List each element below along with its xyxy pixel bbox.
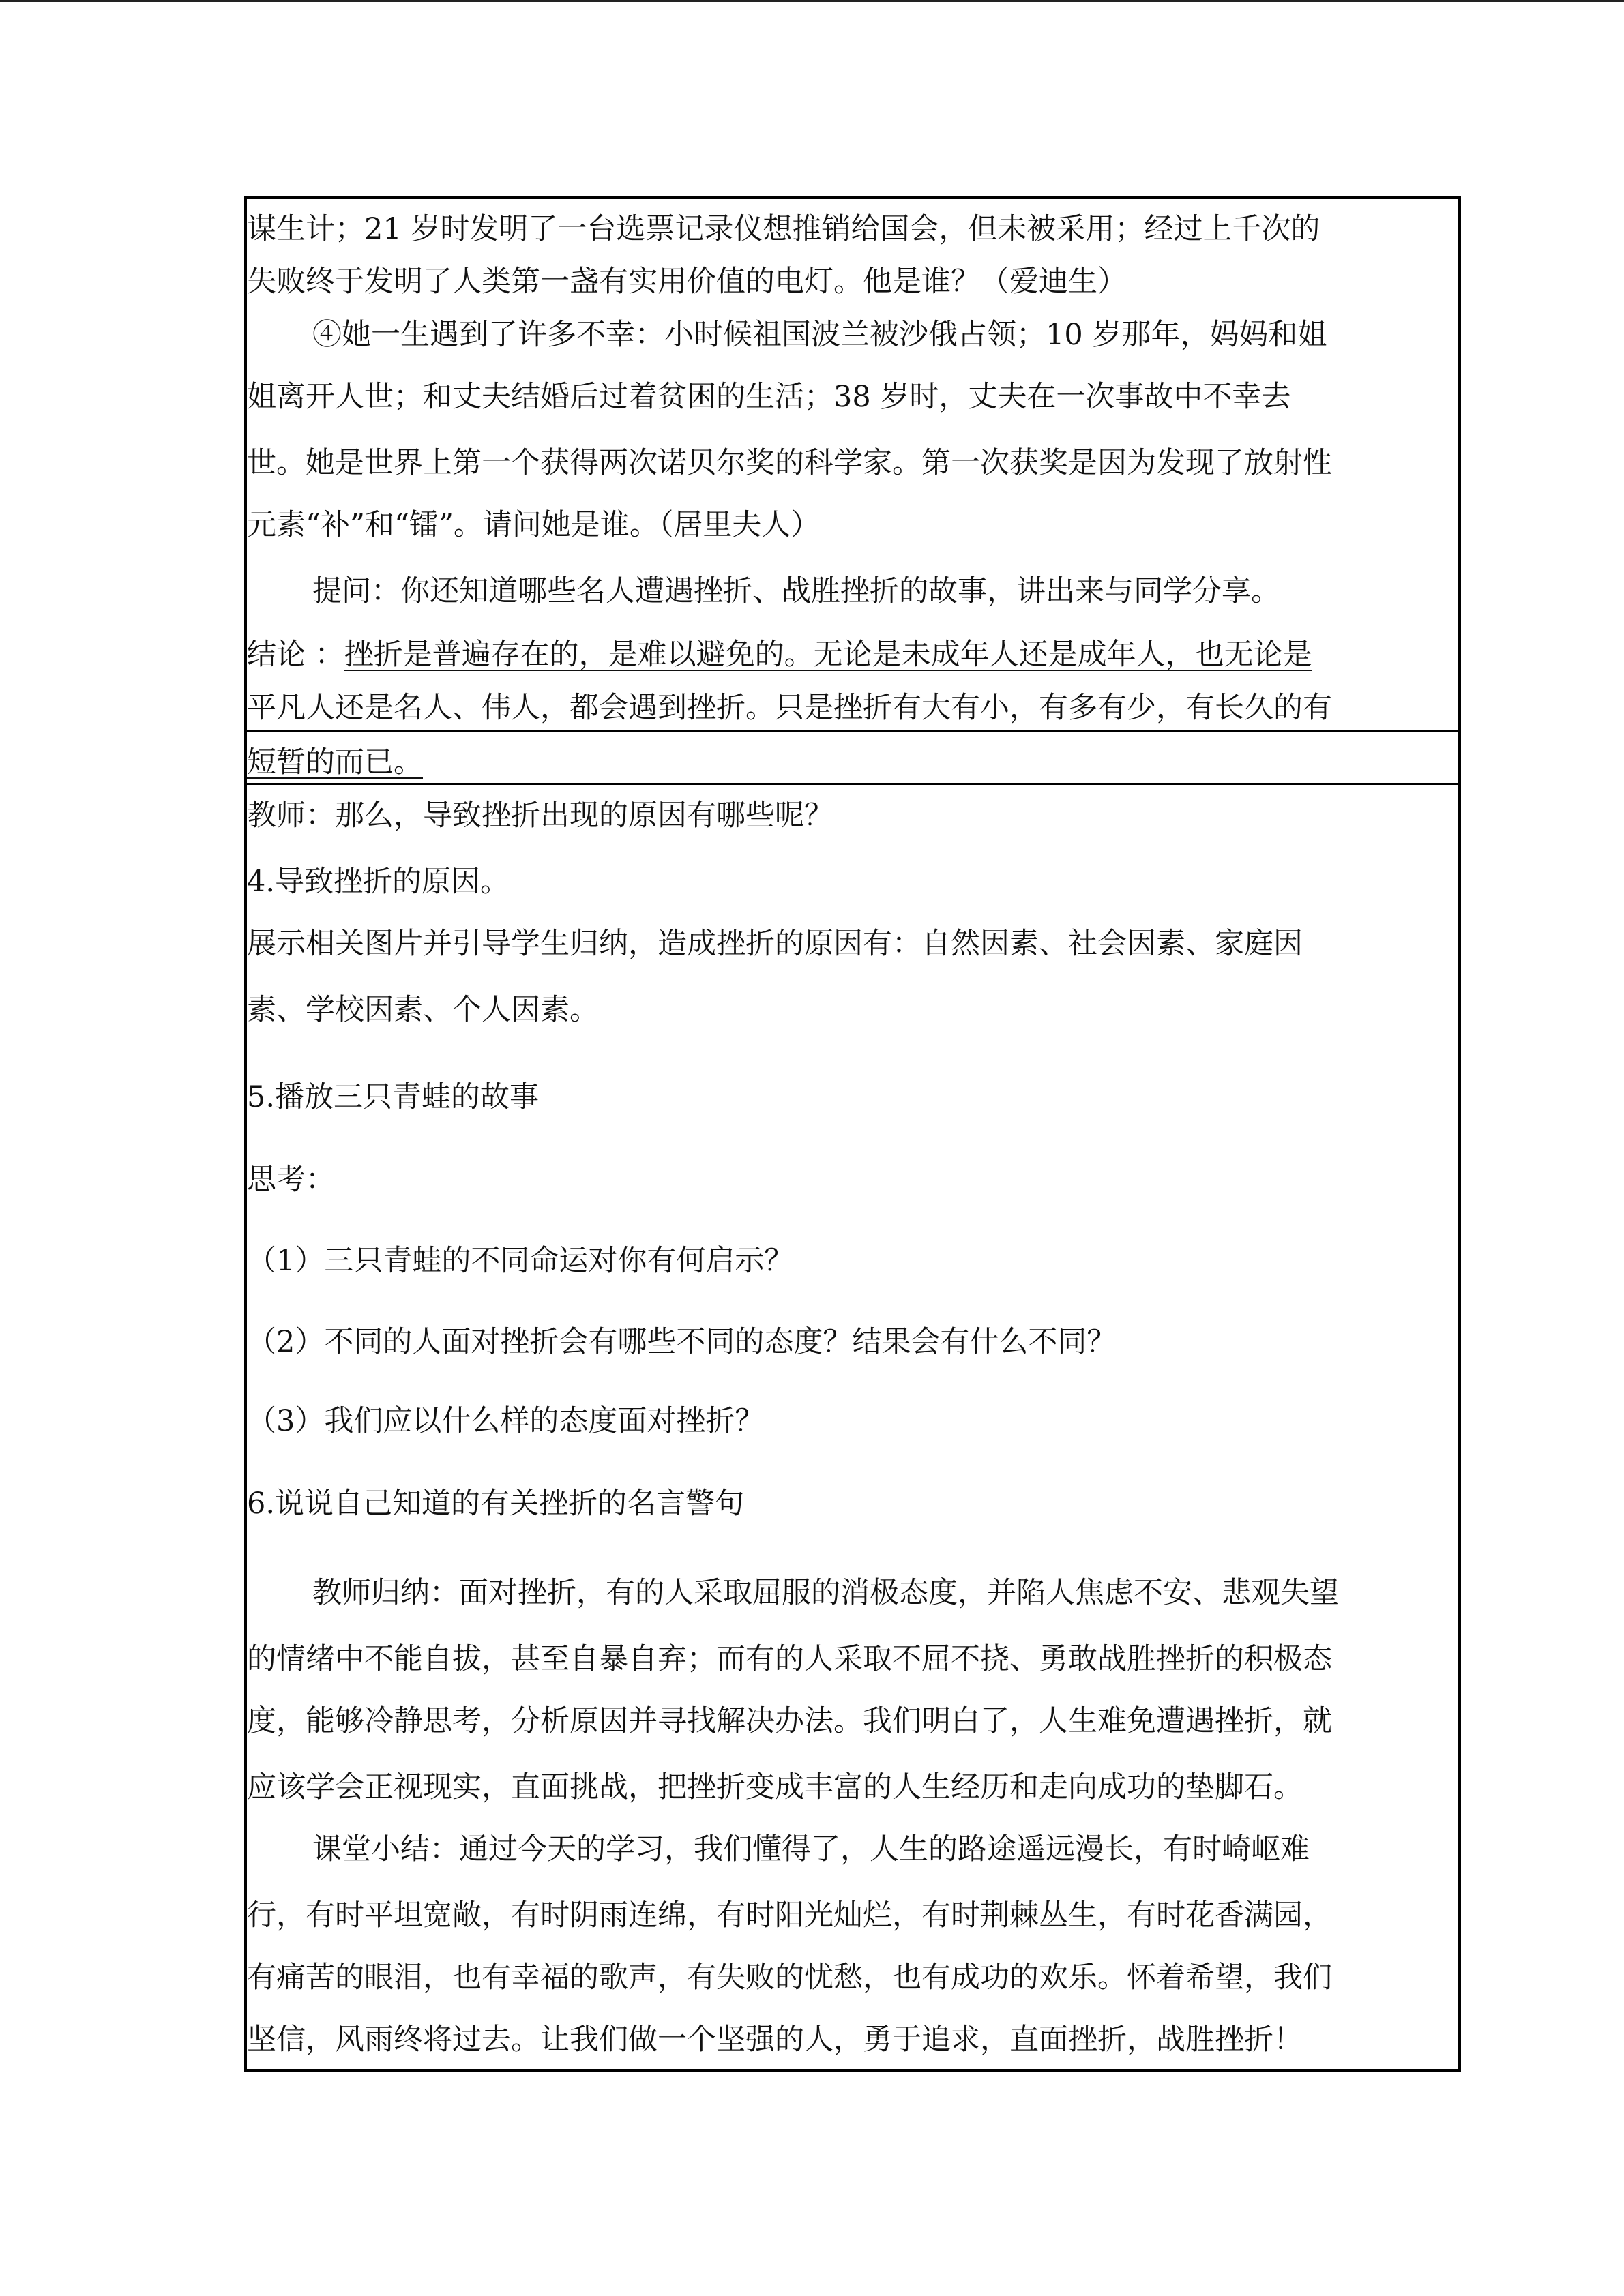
conclusion-line xyxy=(247,637,1458,672)
paragraph-line: 应该学会正视现实，直面挑战，把挫折变成丰富的人生经历和走向成功的垫脚石。 xyxy=(247,1770,1303,1804)
question-item: （2）不同的人面对挫折会有哪些不同的态度？结果会有什么不同？ xyxy=(247,1325,1117,1359)
divider-rule xyxy=(247,783,1458,785)
paragraph-line: 度，能够冷静思考，分析原因并寻找解决办法。我们明白了，人生难免遭遇挫折，就 xyxy=(247,1704,1332,1738)
paragraph-line: 思考： xyxy=(247,1163,335,1197)
paragraph-line: 失败终于发明了人类第一盏有实用价值的电灯。他是谁？（爱迪生） xyxy=(247,265,1127,299)
paragraph-line: 姐离开人世；和丈夫结婚后过着贫困的生活；38 岁时，丈夫在一次事故中不幸去 xyxy=(247,380,1291,414)
paragraph-line: 有痛苦的眼泪，也有幸福的歌声，有失败的忧愁，也有成功的欢乐。怀着希望，我们 xyxy=(247,1960,1332,1995)
conclusion-label: 结论 ： xyxy=(247,638,344,672)
paragraph-line: 的情绪中不能自拔，甚至自暴自弃；而有的人采取不屈不挠、勇敢战胜挫折的积极态 xyxy=(247,1642,1332,1676)
paragraph-line: 世。她是世界上第一个获得两次诺贝尔奖的科学家。第一次获奖是因为发现了放射性 xyxy=(247,446,1332,480)
paragraph-line: 课堂小结：通过今天的学习，我们懂得了，人生的路途遥远漫长，有时崎岖难 xyxy=(312,1832,1310,1866)
paragraph-line: 谋生计；21 岁时发明了一台选票记录仪想推销给国会，但未被采用；经过上千次的 xyxy=(247,212,1320,246)
conclusion-line: 平凡人还是名人、伟人，都会遇到挫折。只是挫折有大有小，有多有少，有长久的有 xyxy=(247,691,1332,725)
paragraph-line: 提问：你还知道哪些名人遭遇挫折、战胜挫折的故事，讲出来与同学分享。 xyxy=(312,574,1280,608)
paragraph-line: 展示相关图片并引导学生归纳，造成挫折的原因有：自然因素、社会因素、家庭因 xyxy=(247,927,1303,961)
conclusion-line xyxy=(247,745,1458,780)
paragraph-line: 5.播放三只青蛙的故事 xyxy=(247,1080,540,1114)
conclusion-text: 短暂的而已。 xyxy=(247,745,423,779)
paragraph-line: 素、学校因素、个人因素。 xyxy=(247,993,599,1027)
conclusion-text: 挫折是普遍存在的，是难以避免的。无论是未成年人还是成年人，也无论是 xyxy=(344,638,1312,672)
page-top-border xyxy=(0,0,1624,2)
question-item: （1）三只青蛙的不同命运对你有何启示？ xyxy=(247,1244,794,1278)
paragraph-line: 4.导致挫折的原因。 xyxy=(247,865,510,899)
paragraph-line: 元素“补”和“镭”。请问她是谁。（居里夫人） xyxy=(247,508,821,542)
paragraph-line: 教师归纳：面对挫折，有的人采取屈服的消极态度，并陷人焦虑不安、悲观失望 xyxy=(312,1576,1339,1610)
paragraph-line: 教师：那么，导致挫折出现的原因有哪些呢？ xyxy=(247,799,833,833)
divider-rule xyxy=(247,730,1458,732)
paragraph-line: 6.说说自己知道的有关挫折的名言警句 xyxy=(247,1487,745,1521)
question-item: （3）我们应以什么样的态度面对挫折？ xyxy=(247,1404,765,1438)
paragraph-line: ④她一生遇到了许多不幸：小时候祖国波兰被沙俄占领；10 岁那年，妈妈和姐 xyxy=(312,318,1327,352)
paragraph-line: 坚信，风雨终将过去。让我们做一个坚强的人，勇于追求，直面挫折，战胜挫折！ xyxy=(247,2023,1303,2057)
paragraph-line: 行，有时平坦宽敞，有时阴雨连绵，有时阳光灿烂，有时荆棘丛生，有时花香满园， xyxy=(247,1898,1332,1933)
